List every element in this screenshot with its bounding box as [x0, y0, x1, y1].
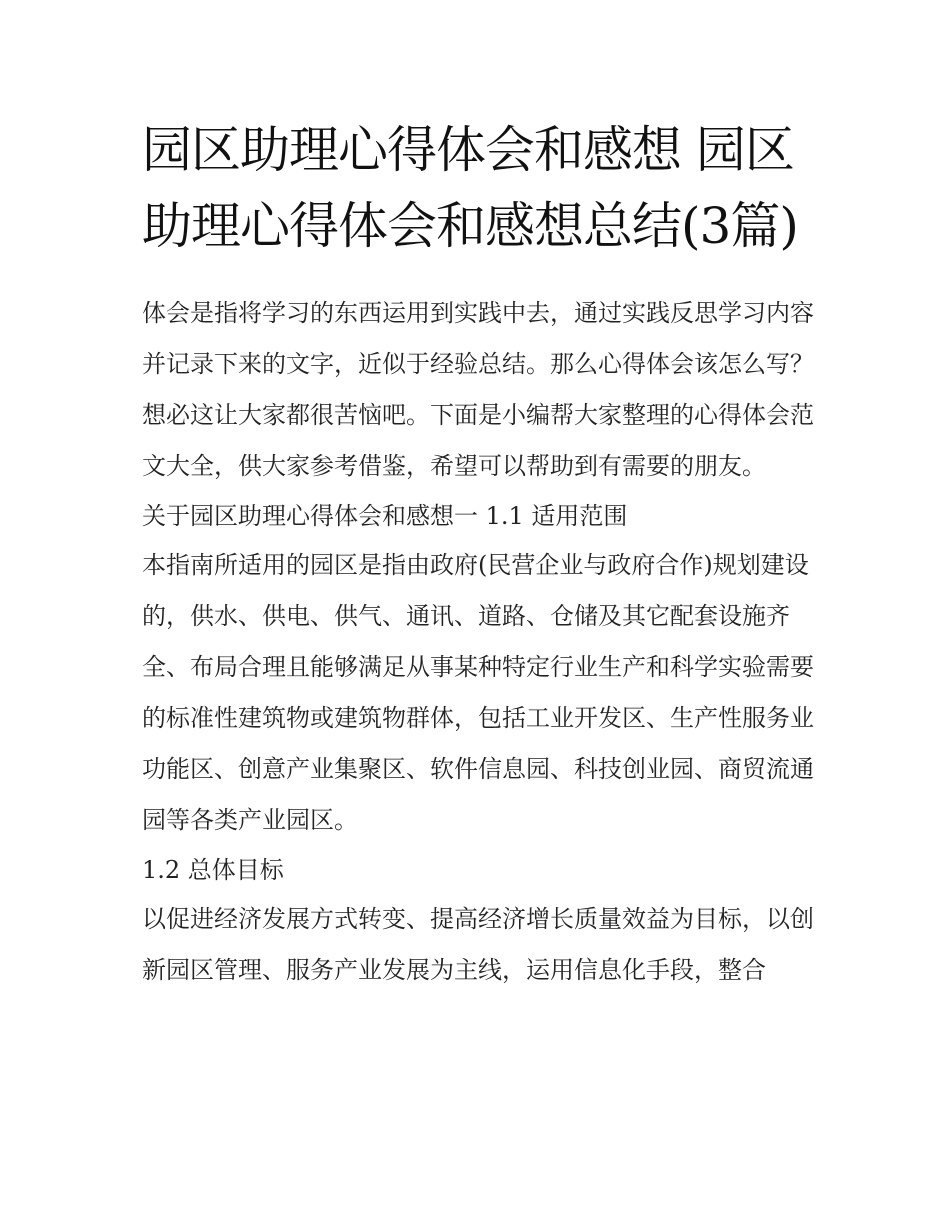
document-body — [142, 288, 822, 996]
intro-paragraph: 体会是指将学习的东西运用到实践中去，通过实践反思学习内容并记录下来的文字，近似于经验总结。那么心得体会该怎么写？想必这让大家都很苦恼吧。下面是小编帮大家整理的心得体会范文大全，供大家参考借鉴，希望可以帮助到有需要的朋友。 — [142, 299, 814, 480]
section-heading-1: 关于园区助理心得体会和感想一 1.1 适用范围 — [142, 502, 628, 530]
section-body-2: 以促进经济发展方式转变、提高经济增长质量效益为目标，以创新园区管理、服务产业发展为主线，运用信息化手段，整合 — [142, 905, 814, 984]
section-heading-2: 1.2 总体目标 — [142, 856, 284, 884]
document-title: 园区助理心得体会和感想 园区助理心得体会和感想总结(3篇) — [142, 121, 798, 255]
section-body-1: 本指南所适用的园区是指由政府(民营企业与政府合作)规划建设的，供水、供电、供气、通讯、道路、仓储及其它配套设施齐全、布局合理且能够满足从事某种特定行业生产和科学实验需要的标准性建筑物或建筑物群体，包括工业开发区、生产性服务业功能区、创意产业集聚区、软件信息园、科技创业园、商贸流通园等各类产业园区。 — [142, 551, 814, 834]
document-page — [142, 112, 822, 996]
